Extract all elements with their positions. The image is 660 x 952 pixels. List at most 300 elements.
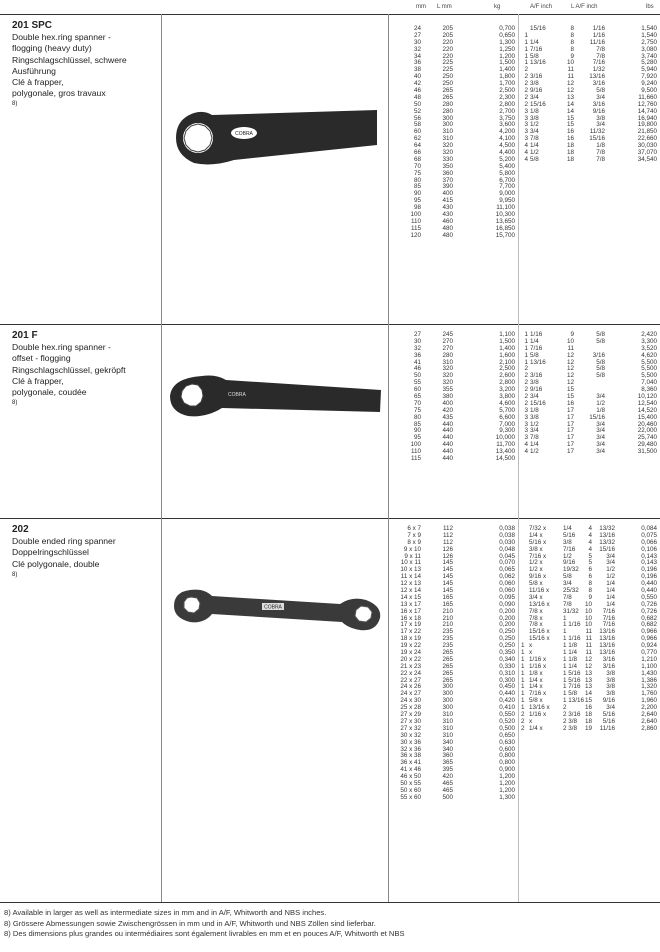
af-whole: 2 (521, 724, 525, 732)
weight-kg: 1,400 (499, 66, 515, 74)
weight-lbs: 0,075 (641, 531, 657, 539)
weight-lbs: 0,682 (641, 621, 657, 629)
size-mm: 90 (413, 427, 421, 435)
size-mm: 7 x 9 (407, 531, 421, 539)
size-mm: 68 (413, 155, 421, 163)
length-inch: 10 (566, 59, 574, 67)
af-first: 1/4 x (529, 676, 543, 684)
weight-kg: 5,800 (499, 169, 515, 177)
length-mm: 250 (442, 73, 453, 81)
product-description-202 (12, 524, 162, 581)
size-mm: 36 x 41 (400, 759, 421, 767)
af-fraction: 3/8 (530, 114, 539, 122)
weight-kg: 0,090 (499, 600, 515, 608)
af-first: 15/16 x (529, 628, 550, 636)
length-mm: 165 (442, 600, 453, 608)
length-inch: 8 (570, 45, 574, 53)
size-mm: 30 (413, 337, 421, 345)
weight-lbs: 2,750 (641, 38, 657, 46)
weight-lbs: 1,320 (641, 683, 657, 691)
size-mm: 14 x 15 (400, 593, 421, 601)
weight-lbs: 5,500 (641, 372, 657, 380)
length-inch: 16 (585, 704, 593, 712)
af-fraction: 3/4 (530, 393, 539, 401)
size-mm: 80 (413, 413, 421, 421)
length-fraction: 11/32 (589, 128, 605, 136)
weight-kg: 2,800 (499, 100, 515, 108)
table-row (521, 449, 659, 456)
header-kg: kg (494, 4, 501, 10)
length-fraction: 15/16 (589, 413, 605, 421)
af-second: 1/2 (563, 552, 572, 560)
length-inch: 16 (566, 128, 574, 136)
weight-lbs: 5,500 (641, 358, 657, 366)
weight-kg: 2,800 (499, 379, 515, 387)
af-first: 5/16 x (529, 538, 547, 546)
size-mm: 115 (410, 224, 421, 232)
af-whole: 1 (524, 38, 528, 46)
af-fraction: 15/16 (530, 100, 546, 108)
length-inch: 9 (588, 593, 592, 601)
description-line: Ringschlagschlüssel, gekröpft (12, 364, 126, 375)
weight-kg: 0,048 (499, 545, 515, 553)
top-rule (0, 14, 660, 15)
length-mm: 112 (442, 538, 453, 546)
af-whole: 1 (524, 344, 528, 352)
description-line: polygonale, coudée (12, 387, 87, 398)
length-mm: 480 (442, 231, 453, 239)
length-mm: 420 (442, 773, 453, 781)
length-fraction: 3/4 (596, 448, 605, 456)
table-row (393, 456, 517, 463)
weight-lbs: 0,440 (641, 580, 657, 588)
af-second: 1 5/16 (563, 669, 581, 677)
size-mm: 60 (413, 386, 421, 394)
length-fraction: 7/16 (592, 59, 605, 67)
size-mm: 70 (413, 399, 421, 407)
af-first: 3/8 x (529, 545, 543, 553)
size-mm: 22 x 27 (400, 676, 421, 684)
weight-kg: 2,300 (499, 93, 515, 101)
length-mm: 400 (442, 190, 453, 198)
size-mm: 17 x 19 (400, 621, 421, 629)
length-inch: 12 (585, 655, 593, 663)
length-fraction: 1/16 (592, 25, 605, 32)
length-mm: 480 (442, 224, 453, 232)
size-mm: 6 x 7 (407, 525, 421, 532)
length-fraction: 1/8 (596, 406, 605, 414)
af-first: x (529, 649, 533, 657)
length-mm: 265 (442, 93, 453, 101)
length-mm: 460 (442, 217, 453, 225)
size-mm: 36 (413, 59, 421, 67)
length-mm: 126 (442, 552, 453, 560)
length-mm: 220 (442, 45, 453, 53)
af-whole: 1 (521, 649, 525, 657)
af-whole: 1 (521, 676, 525, 684)
length-mm: 300 (442, 683, 453, 691)
af-whole: 3 (524, 406, 528, 414)
length-mm: 265 (442, 655, 453, 663)
size-mm: 9 x 11 (404, 552, 421, 560)
length-fraction: 3/4 (606, 704, 615, 712)
length-inch: 12 (566, 365, 574, 373)
length-inch: 13 (585, 669, 593, 677)
af-whole: 1 (521, 697, 525, 705)
af-second: 1 7/16 (563, 683, 581, 691)
weight-kg: 1,100 (499, 331, 515, 338)
length-mm: 265 (442, 87, 453, 95)
size-mm: 24 x 30 (400, 697, 421, 705)
size-mm: 17 x 22 (400, 628, 421, 636)
size-mm: 19 x 22 (400, 642, 421, 650)
af-first: 5/8 x (529, 580, 543, 588)
size-mm: 19 x 24 (400, 649, 421, 657)
size-mm: 27 x 30 (400, 717, 421, 725)
weight-lbs: 7,920 (641, 73, 657, 81)
weight-kg: 6,700 (499, 176, 515, 184)
weight-kg: 0,330 (499, 662, 515, 670)
length-inch: 5 (588, 559, 592, 567)
length-inch: 12 (566, 87, 574, 95)
length-inch: 17 (566, 413, 574, 421)
size-mm: 50 x 55 (400, 779, 421, 787)
table-row (521, 360, 659, 367)
weight-kg: 16,850 (495, 224, 515, 232)
size-mm: 16 x 18 (400, 614, 421, 622)
length-mm: 165 (442, 593, 453, 601)
weight-kg: 1,300 (499, 38, 515, 46)
table-row (521, 373, 659, 380)
weight-lbs: 14,520 (637, 406, 657, 414)
inch-table-201-f (521, 332, 659, 456)
weight-kg: 0,800 (499, 759, 515, 767)
length-fraction: 9/16 (602, 697, 615, 705)
length-mm: 390 (442, 183, 453, 191)
weight-kg: 0,045 (499, 552, 515, 560)
length-inch: 4 (588, 538, 592, 546)
length-inch: 17 (566, 427, 574, 435)
af-first: 1/2 x (529, 566, 543, 574)
af-second: 1 5/8 (563, 690, 578, 698)
product-code: 201 SPC (12, 20, 53, 31)
af-whole: 1 (521, 690, 525, 698)
size-mm: 27 (413, 331, 421, 338)
size-mm: 30 x 32 (400, 731, 421, 739)
length-mm: 380 (442, 393, 453, 401)
af-whole: 2 (521, 717, 525, 725)
length-inch: 14 (566, 100, 574, 108)
description-line: polygonale, gros travaux (12, 88, 106, 99)
section-rule-2 (0, 518, 660, 519)
description-line: Double hex.ring spanner - (12, 342, 111, 353)
weight-kg: 1,400 (499, 344, 515, 352)
length-inch: 8 (570, 31, 574, 39)
length-mm: 415 (442, 197, 453, 205)
size-mm: 34 (413, 52, 421, 60)
weight-lbs: 0,682 (641, 614, 657, 622)
size-mm: 22 x 24 (400, 669, 421, 677)
size-mm: 50 x 60 (400, 786, 421, 794)
af-whole: 3 (524, 135, 528, 143)
af-whole: 1 (521, 669, 525, 677)
af-fraction: 3/16 (530, 73, 543, 81)
af-first: x (529, 642, 533, 650)
weight-kg: 0,450 (499, 683, 515, 691)
length-inch: 12 (585, 662, 593, 670)
af-second: 7/8 (563, 600, 572, 608)
weight-kg: 4,600 (499, 399, 515, 407)
length-inch: 15 (566, 393, 574, 401)
description-line: Double ended ring spanner (12, 536, 116, 547)
weight-kg: 0,250 (499, 635, 515, 643)
length-mm: 310 (442, 128, 453, 136)
weight-lbs: 5,280 (641, 59, 657, 67)
af-whole: 3 (524, 121, 528, 129)
size-mm: 46 x 50 (400, 773, 421, 781)
af-whole: 2 (524, 100, 528, 108)
size-mm: 64 (413, 142, 421, 150)
af-whole: 4 (524, 149, 528, 157)
length-fraction: 7/8 (596, 45, 605, 53)
size-mm: 75 (413, 169, 421, 177)
length-mm: 220 (442, 38, 453, 46)
brand-logo-text: COBRA (228, 392, 246, 398)
weight-lbs: 5,500 (641, 365, 657, 373)
weight-kg: 0,630 (499, 738, 515, 746)
length-mm: 145 (442, 566, 453, 574)
footnote-marker: 8) (12, 101, 18, 108)
length-inch: 12 (566, 379, 574, 387)
size-mm: 38 (413, 66, 421, 74)
af-fraction: 1/16 (530, 331, 543, 338)
length-inch: 15 (585, 697, 593, 705)
length-inch: 10 (585, 614, 593, 622)
table-row (521, 332, 659, 339)
size-mm: 98 (413, 204, 421, 212)
length-fraction: 7/16 (602, 614, 615, 622)
weight-kg: 2,700 (499, 107, 515, 115)
weight-kg: 0,200 (499, 607, 515, 615)
af-first: 1/8 x (529, 669, 543, 677)
length-mm: 112 (442, 525, 453, 532)
weight-kg: 0,250 (499, 628, 515, 636)
length-inch: 10 (585, 621, 593, 629)
weight-kg: 0,700 (499, 25, 515, 32)
weight-lbs: 0,550 (641, 593, 657, 601)
size-mm: 27 x 29 (400, 711, 421, 719)
af-fraction: 3/8 (530, 80, 539, 88)
table-row (393, 233, 517, 240)
weight-kg: 0,340 (499, 655, 515, 663)
weight-kg: 1,500 (499, 337, 515, 345)
weight-kg: 6,600 (499, 413, 515, 421)
size-mm: 40 (413, 73, 421, 81)
length-inch: 12 (566, 80, 574, 88)
af-fraction: 9/16 (530, 87, 543, 95)
af-second: 2 3/8 (563, 717, 578, 725)
length-fraction: 3/8 (596, 114, 605, 122)
description-line: Ringschlagschlüssel, schwere (12, 54, 127, 65)
size-mm: 58 (413, 121, 421, 129)
weight-lbs: 25,740 (637, 434, 657, 442)
weight-lbs: 8,360 (641, 386, 657, 394)
length-mm: 265 (442, 676, 453, 684)
weight-kg: 13,650 (495, 217, 515, 225)
size-mm: 13 x 17 (400, 600, 421, 608)
flogging-spanner-image (172, 105, 382, 173)
weight-kg: 0,800 (499, 752, 515, 760)
size-mm: 60 (413, 128, 421, 136)
weight-lbs: 30,030 (637, 142, 657, 150)
af-second: 1 1/4 (563, 649, 578, 657)
length-fraction: 3/8 (606, 690, 615, 698)
length-inch: 18 (585, 717, 593, 725)
weight-kg: 0,650 (499, 731, 515, 739)
header-length-mm: L mm (437, 4, 452, 10)
af-whole: 1 (521, 655, 525, 663)
weight-kg: 1,700 (499, 80, 515, 88)
af-first: 7/8 x (529, 621, 543, 629)
af-whole: 2 (524, 399, 528, 407)
af-fraction: 1/8 (530, 406, 539, 414)
size-mm: 55 (413, 379, 421, 387)
af-second: 7/8 (563, 593, 572, 601)
af-fraction: 3/8 (530, 379, 539, 387)
af-whole: 2 (524, 379, 528, 387)
af-whole: 2 (524, 66, 528, 74)
af-whole: 1 (524, 351, 528, 359)
length-inch: 5 (588, 552, 592, 560)
length-mm: 320 (442, 379, 453, 387)
weight-kg: 0,600 (499, 745, 515, 753)
af-first: 1/16 x (529, 655, 547, 663)
size-mm: 36 (413, 351, 421, 359)
af-fraction: 15/16 (530, 399, 546, 407)
weight-lbs: 1,760 (641, 690, 657, 698)
footnote-marker: 8) (12, 400, 18, 407)
length-mm: 300 (442, 697, 453, 705)
metric-table-201-spc (393, 26, 517, 240)
length-fraction: 5/16 (602, 711, 615, 719)
af-second: 7/16 (563, 545, 576, 553)
af-second: 1 (563, 628, 567, 636)
length-inch: 8 (570, 25, 574, 32)
length-inch: 10 (566, 337, 574, 345)
size-mm: 85 (413, 420, 421, 428)
length-fraction: 3/8 (606, 669, 615, 677)
af-whole: 1 (524, 337, 528, 345)
weight-lbs: 2,640 (641, 711, 657, 719)
weight-lbs: 0,066 (641, 538, 657, 546)
weight-kg: 1,200 (499, 52, 515, 60)
size-mm: 36 x 38 (400, 752, 421, 760)
weight-kg: 15,700 (495, 231, 515, 239)
table-row (521, 157, 659, 164)
af-second: 1 5/16 (563, 676, 581, 684)
length-mm: 355 (442, 386, 453, 394)
length-inch: 6 (588, 573, 592, 581)
af-whole: 3 (524, 413, 528, 421)
weight-kg: 7,000 (499, 420, 515, 428)
product-description-201-spc (12, 20, 162, 111)
column-divider-description (161, 14, 162, 902)
af-fraction: 7/16 (530, 45, 543, 53)
af-whole: 1 (521, 642, 525, 650)
size-mm: 24 x 26 (400, 683, 421, 691)
length-fraction: 5/8 (596, 337, 605, 345)
weight-kg: 4,500 (499, 142, 515, 150)
length-fraction: 3/4 (596, 93, 605, 101)
length-mm: 235 (442, 635, 453, 643)
af-fraction: 1/2 (530, 448, 539, 456)
af-first: 11/16 x (529, 587, 550, 595)
description-line: Clé à frapper, (12, 77, 64, 88)
product-code: 201 F (12, 330, 38, 341)
af-fraction: 13/16 (530, 59, 546, 67)
weight-lbs: 12,540 (637, 399, 657, 407)
length-mm: 225 (442, 66, 453, 74)
weight-lbs: 11,660 (638, 93, 657, 101)
af-second: 5/16 (563, 531, 576, 539)
af-fraction: 1/2 (530, 149, 539, 157)
length-inch: 13 (585, 676, 593, 684)
af-whole: 1 (524, 59, 528, 67)
length-fraction: 5/8 (596, 372, 605, 380)
length-inch: 13 (585, 683, 593, 691)
af-whole: 1 (524, 45, 528, 53)
length-inch: 11 (567, 344, 574, 352)
length-mm: 126 (442, 545, 453, 553)
length-fraction: 7/8 (596, 149, 605, 157)
length-inch: 8 (570, 38, 574, 46)
af-first: 5/8 x (529, 697, 543, 705)
length-mm: 225 (442, 59, 453, 67)
length-inch: 11 (585, 628, 592, 636)
length-mm: 310 (442, 711, 453, 719)
size-mm: 32 (413, 45, 421, 53)
length-mm: 360 (442, 169, 453, 177)
af-first: 13/16 x (529, 704, 550, 712)
length-mm: 350 (442, 162, 453, 170)
footnotes (4, 908, 405, 940)
size-mm: 48 (413, 93, 421, 101)
length-fraction: 13/16 (599, 635, 615, 643)
af-fraction: 13/16 (530, 358, 546, 366)
length-mm: 210 (442, 607, 453, 615)
metric-table-201-f (393, 332, 517, 463)
length-inch: 10 (585, 607, 593, 615)
size-mm: 120 (410, 231, 421, 239)
af-fraction: 3/4 (530, 128, 539, 136)
length-fraction: 5/8 (596, 358, 605, 366)
weight-kg: 1,250 (499, 45, 515, 53)
size-mm: 25 x 28 (400, 704, 421, 712)
af-whole: 4 (524, 142, 528, 150)
af-second: 1 (563, 614, 567, 622)
length-inch: 14 (566, 107, 574, 115)
length-mm: 270 (442, 344, 453, 352)
length-inch: 9 (570, 331, 574, 338)
weight-kg: 0,038 (499, 531, 515, 539)
weight-kg: 11,100 (496, 204, 515, 212)
size-mm: 46 (413, 365, 421, 373)
af-second: 9/16 (563, 559, 576, 567)
af-whole: 1 (524, 331, 528, 338)
weight-kg: 1,600 (499, 351, 515, 359)
length-fraction: 3/8 (606, 683, 615, 691)
weight-kg: 0,070 (499, 559, 515, 567)
